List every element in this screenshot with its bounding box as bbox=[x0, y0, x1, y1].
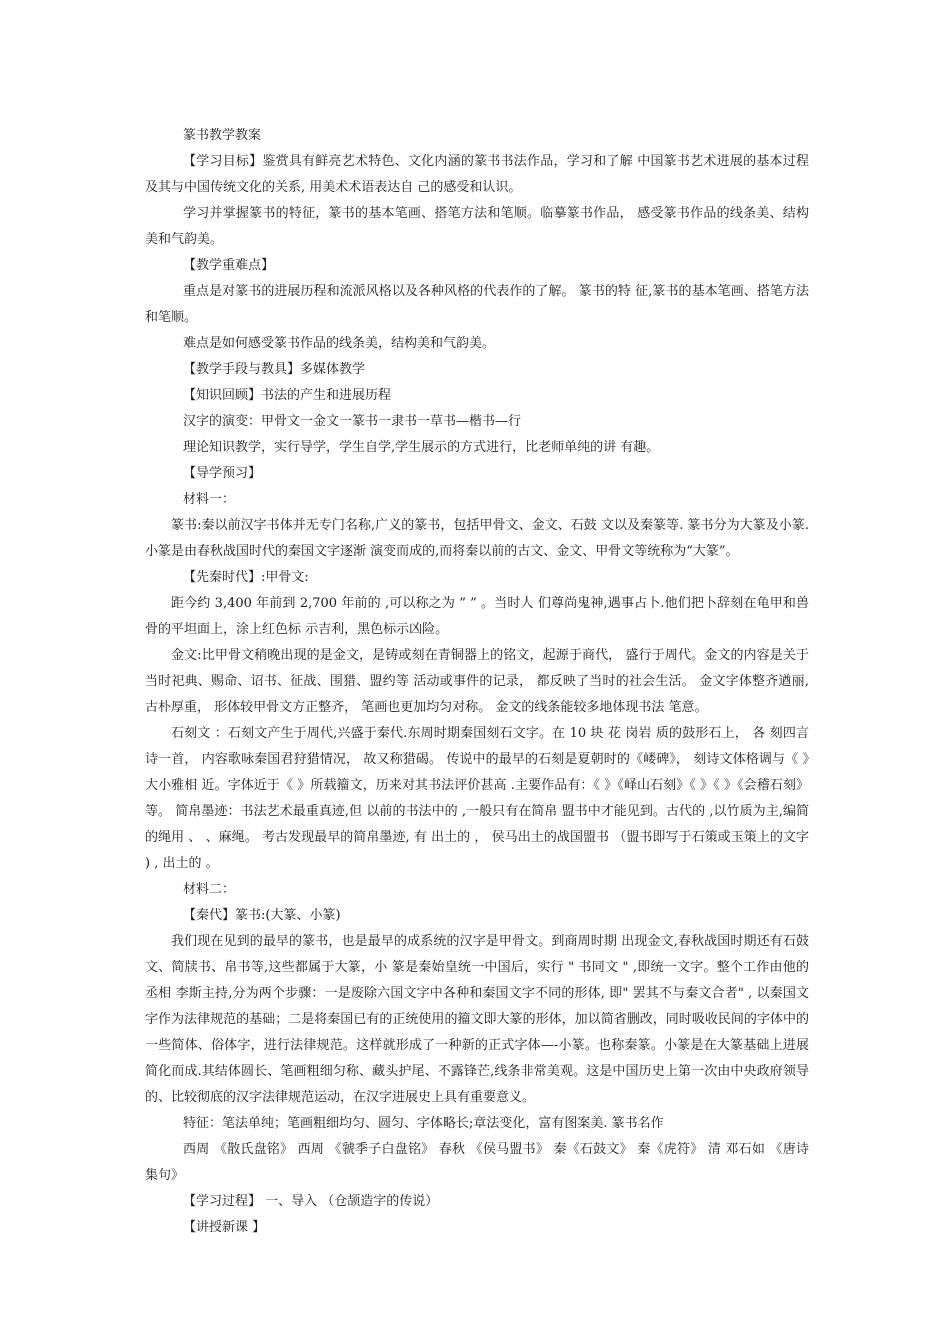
paragraph-key-points: 重点是对篆书的进展历程和流派风格以及各种风格的代表作的了解。 篆书的特 征,篆书的基本笔画、搭笔方法和笔顺。 bbox=[145, 284, 809, 325]
paragraph-oracle-bone: 距今约 3,400 年前到 2,700 年前的 ,可以称之为 ” ” 。当时人 们尊尚鬼神,遇事占卜.他们把卜辞刻在龟甲和兽骨的平坦面上，涂上红色标 示吉利，黑色标示凶险。 bbox=[145, 596, 809, 637]
heading-new-lesson: 【讲授新课 】 bbox=[183, 1220, 266, 1235]
document-title: 篆书教学教案 bbox=[183, 128, 262, 143]
paragraph-bronze-script: 金文:比甲骨文稍晚出现的是金文，是铸或刻在青铜器上的铭文，起源于商代， 盛行于周代。金文的内容是关于当时祀典、赐命、诏书、征战、围猎、盟约等 活动或事件的记录， 都反映了当时的社会生活。 金文字体整齐遒丽, 古朴厚重， 形体较甲骨文方正整齐， 笔画也更加均匀对称。 金文的线条能较多地体现书法 笔意。 bbox=[145, 648, 809, 715]
paragraph-knowledge-review: 【知识回顾】书法的产生和进展历程 bbox=[183, 388, 392, 403]
paragraph-learning-content: 学习并掌握篆书的特征，篆书的基本笔画、搭笔方法和笔顺。临摹篆书作品， 感受篆书作品的线条美、结构美和气韵美。 bbox=[145, 206, 809, 247]
paragraph-learning-goals: 【学习目标】鉴赏具有鲜亮艺术特色、文化内涵的篆书书法作品，学习和了解 中国篆书艺术进展的基本过程及其与中国传统文化的关系, 用美术术语表达自 己的感受和认识。 bbox=[145, 154, 809, 195]
paragraph-qin-seal: 我们现在见到的最早的篆书，也是最早的成系统的汉字是甲骨文。到商周时期 出现金文,春秋战国时期还有石鼓文、简牍书、帛书等,这些都属于大篆，小 篆是秦始皇统一中国后，实行 " 书同文 " ,即统一文字。整个工作由他的丞相 李斯主持,分为两个步骤：一是废除六国文字中各种和秦国文字不同的形体, 即" 罢其不与秦文合者" , 以秦国文字作为法律规范的基础；二是将秦国已有的正统使用的籀文即大篆的形体，加以简省删改，同时吸收民间的字体中的一些简体、俗体字，进行法律规范。这样就形成了一种新的正式字体—-小篆。也称秦篆。小篆是在大篆基础上进展简化而成.其结体圆长、笔画粗细匀称、藏头护尾、不露锋芒,线条非常美观。这是中国历史上第一次由中央政府领导的、比较彻底的汉字法律规范运动，在汉字进展史上具有重要意义。 bbox=[145, 934, 809, 1105]
paragraph-learning-process: 【学习过程】 一、导入 （仓颉造字的传说） bbox=[183, 1194, 439, 1209]
paragraph-masterpieces: 西周 《散氏盘铭》 西周 《虢季子白盘铭》 春秋 《侯马盟书》 秦《石鼓文》 秦《虎符》 清 邓石如 《唐诗集句》 bbox=[145, 1142, 809, 1183]
paragraph-seal-script-intro: 篆书:秦以前汉字书体并无专门名称,广义的篆书，包括甲骨文、金文、石鼓 文以及秦篆等. 篆书分为大篆及小篆. 小篆是由春秋战国时代的秦国文字逐渐 演变而成的,而将秦以前的古文、金文、甲骨文等统称为“大篆”。 bbox=[145, 518, 809, 559]
heading-qin-dynasty: 【秦代】篆书:(大篆、小篆) bbox=[183, 908, 341, 923]
paragraph-teaching-method: 理论知识教学，实行导学，学生自学,学生展示的方式进行，比老师单纯的讲 有趣。 bbox=[183, 440, 660, 455]
paragraph-features: 特征：笔法单纯；笔画粗细均匀、圆匀、字体略长;章法变化，富有图案美. 篆书名作 bbox=[183, 1116, 664, 1131]
paragraph-evolution: 汉字的演变：甲骨文一金文一篆书一隶书一草书—楷书—行 bbox=[183, 414, 522, 429]
paragraph-teaching-tools: 【教学手段与教具】多媒体教学 bbox=[183, 362, 366, 377]
heading-material-two: 材料二： bbox=[183, 882, 236, 897]
heading-preview: 【导学预习】 bbox=[183, 466, 262, 481]
heading-pre-qin: 【先秦时代】:甲骨文: bbox=[183, 570, 309, 585]
paragraph-difficult-points: 难点是如何感受篆书作品的线条美，结构美和气韵美。 bbox=[183, 336, 496, 351]
document-body bbox=[145, 123, 809, 1241]
heading-material-one: 材料一： bbox=[183, 492, 236, 507]
paragraph-stone-inscription: 石刻文 ：石刻文产生于周代,兴盛于秦代.东周时期秦国刻石文字。在 10 块 花 岗岩 质的鼓形石上， 各 刻四言诗一首， 内容歌咏秦国君狩猎情况， 故又称猎碣。 传说中的最早的石刻是夏朝时的《嵝碑》， 刻诗文体格调与《 》大小雅相 近。字体近于《 》所载籀文，历来对其书法评价甚高 .主要作品有：《 》《峄山石刻》《 》《 》《会稽石刻》等。 简帛墨迹：书法艺术最重真迹,但 以前的书法中的 ,一般只有在简帛 盟书中才能见到。古代的 ,以竹质为主,编简的绳用 、 、麻绳。 考古发现最早的简帛墨迹, 有 出土的 ， 侯马出土的战国盟书 （盟书即写于石策或玉策上的文字 ) , 出土的 。 bbox=[145, 726, 809, 871]
heading-key-difficult-points: 【教学重难点】 bbox=[183, 258, 275, 273]
